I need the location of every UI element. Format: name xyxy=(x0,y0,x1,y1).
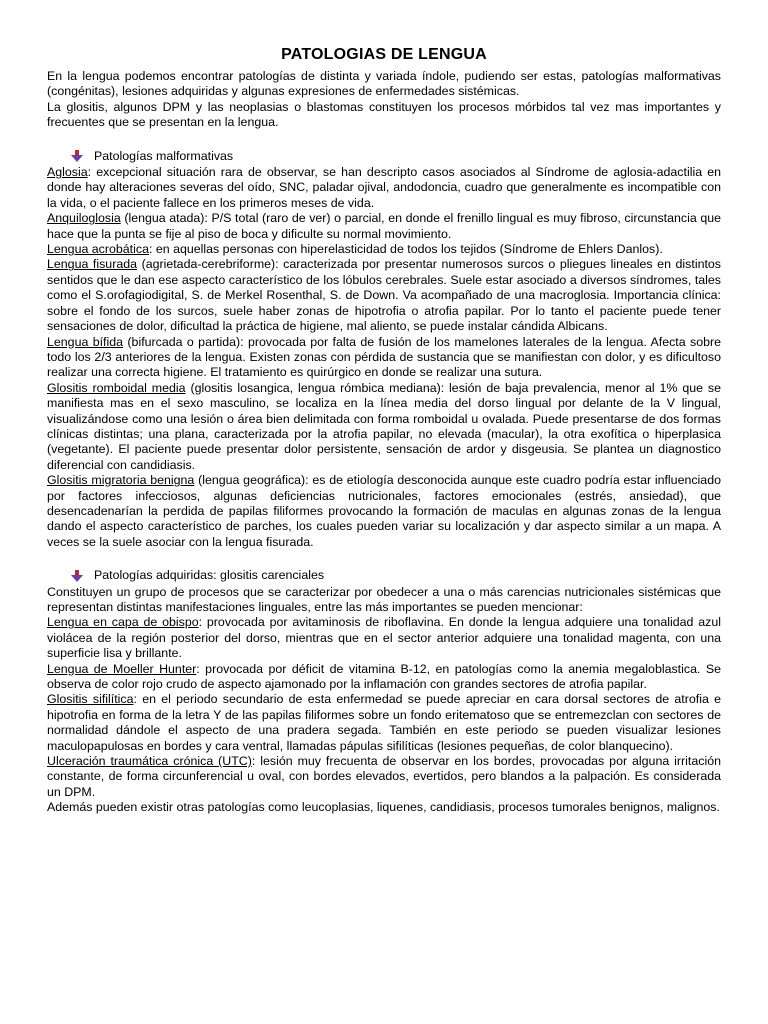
term: Glositis romboidal media xyxy=(47,380,186,395)
definition-glositis-migratoria xyxy=(47,473,721,550)
spacer xyxy=(47,131,721,149)
definition-text: (glositis losangica, lengua rómbica mediana): lesión de baja prevalencia, menor al 1% que se manifiesta mas en el sexo masculino, se localiza en la línea media del dorso lingual por delante de la V lingual, visualizándose como una lesión o área bien delimitada con forma romboidal u ovalada. Puede presentarse de dos formas clínicas distintas; una plana, caracterizada por la atrofia papilar, no elevada (macular), la otra exofítica o hiperplasica (vegetante). El paciente puede presentar dolor persistente, sensación de ardor y disgeusia. Se plantea un diagnostico diferencial con candidiasis. xyxy=(47,380,721,472)
definition-text: (agrietada-cerebriforme): caracterizada por presentar numerosos surcos o pliegues lineales en distintos sentidos que le dan ese aspecto característico de los lóbulos cerebrales. Suele estar asociado a diversos síndromes, tales como el S.orofagiodigital, S. de Merkel Rosenthal, S. de Down. Va acompañado de una macroglosia. Importancia clínica: sobre el fondo de los surcos, suele haber zonas de hipotrofia o atrofia papilar. Por lo tanto el paciente puede tener sensaciones de dolor, dificultad la práctica de higiene, mal aliento, se puede instalar cándida Albicans. xyxy=(47,257,721,334)
arrow-down-bullet-icon xyxy=(71,150,83,162)
term: Lengua de Moeller Hunter xyxy=(47,661,197,676)
term: Aglosia xyxy=(47,165,88,180)
definition-lengua-acrobatica xyxy=(47,242,721,257)
definition-text: : lesión muy frecuenta de observar en los bordes, provocadas por alguna irritación constante, de forma circunferencial u oval, con bordes elevados, evertidos, pero blandos a la palpación. Es considerada un DPM. xyxy=(47,754,721,799)
term: Lengua en capa de obispo xyxy=(47,615,199,630)
section-heading-label: Patologías adquiridas: glositis carenciales xyxy=(94,568,325,583)
definition-lengua-bifida xyxy=(47,335,721,381)
definition-text: (lengua geográfica): es de etiología desconocida aunque este cuadro podría estar influenciado por factores infecciosos, algunas deficiencias nutricionales, factores emocionales (estrés, ansiedad), que desencadenarían la perdida de papilas filiformes provocando la formación de maculas en algunas zonas de la lengua dando el aspecto característico de parches, los cuales pueden variar su localización y dar aspecto similar a un mapa. A veces se la suele asociar con la lengua fisurada. xyxy=(47,473,721,549)
definition-text: : excepcional situación rara de observar, se han descripto casos asociados al Síndrome de aglosia-adactilia en donde hay alteraciones severas del oído, SNC, paladar ojival, andodoncia, cuadro que generalmente es incompatible con la vida, o el paciente fallece en los primeros meses de vida. xyxy=(47,165,721,210)
definition-moeller-hunter xyxy=(47,662,721,693)
definition-glositis-romboidal xyxy=(47,381,721,473)
spacer xyxy=(47,550,721,568)
definition-text: : provocada por déficit de vitamina B-12, en patologías como la anemia megaloblastica. Se observa de color rojo crudo de aspecto ajamonado por la inflamación con grandes sectores de atrofia papilar. xyxy=(47,661,721,692)
definition-text: (bifurcada o partida): provocada por falta de fusión de los mamelones laterales de la lengua. Afecta sobre todo los 2/3 anteriores de la lengua. Existen zonas con pérdida de sustancia que se manifiestan con dolor, y es dificultoso realizar una correcta higiene. El tratamiento es quirúrgico en donde se realizar una sutura. xyxy=(47,334,721,380)
intro-paragraph: En la lengua podemos encontrar patologías de distinta y variada índole, pudiendo ser estas, patologías malformativas (congénitas), lesiones adquiridas y algunas expresiones de enfermedades sistémicas. xyxy=(47,69,721,99)
definition-text: : en aquellas personas con hiperelasticidad de todos los tejidos (Síndrome de Ehlers Danlos). xyxy=(148,242,663,257)
section-heading-malformativas xyxy=(71,149,721,164)
closing-paragraph: Además pueden existir otras patologías como leucoplasias, liquenes, candidiasis, procesos tumorales benignos, malignos. xyxy=(47,800,720,815)
definition-lengua-fisurada xyxy=(47,257,721,334)
definition-glositis-sifilitica xyxy=(47,692,721,754)
term: Lengua acrobática xyxy=(47,242,149,257)
definition-text: : en el periodo secundario de esta enfermedad se puede apreciar en cara dorsal sectores de atrofia e hipotrofia en forma de la letra Y de las papilas filiformes sobre un fondo eritematoso que se entremezclan con sectores de normalidad dándole el aspecto de una pradera segada. También en este periodo se pueden visualizar lesiones maculopapulosas en bordes y cara ventral, llamadas pápulas sifilíticas (lesiones pequeñas, de color blanquecino). xyxy=(47,692,721,753)
definition-text: (lengua atada): P/S total (raro de ver) o parcial, en donde el frenillo lingual es muy fibroso, circunstancia que hace que la punta se fije al piso de boca y dificulte su normal movimiento. xyxy=(47,211,721,241)
term: Anquiloglosia xyxy=(47,211,121,226)
definition-aglosia xyxy=(47,165,721,211)
section-heading-adquiridas xyxy=(71,568,721,583)
term: Glositis migratoria benigna xyxy=(47,473,195,488)
definition-anquiloglosia xyxy=(47,211,721,242)
term: Ulceración traumática crónica (UTC) xyxy=(47,754,252,769)
definition-text: : provocada por avitaminosis de riboflavina. En donde la lengua adquiere una tonalidad azul violácea de la región posterior del dorso, mientras que en el sector anterior adquiere una tonalidad magenta, con una superficie lisa y brillante. xyxy=(47,615,721,661)
section-intro-paragraph: Constituyen un grupo de procesos que se caracterizar por obedecer a una o más carencias nutricionales sistémicas que representan distintas manifestaciones linguales, entre las más importantes se pueden mencionar: xyxy=(47,584,721,614)
definition-capa-de-obispo xyxy=(47,615,721,661)
definition-utc xyxy=(47,754,721,800)
arrow-down-bullet-icon xyxy=(71,570,83,582)
term: Glositis sifilítica xyxy=(47,692,134,707)
term: Lengua bífida xyxy=(47,334,124,349)
intro-paragraph: La glositis, algunos DPM y las neoplasias o blastomas constituyen los procesos mórbidos tal vez mas importantes y frecuentes que se presentan en la lengua. xyxy=(47,99,721,130)
term: Lengua fisurada xyxy=(47,257,137,272)
document-title: PATOLOGIAS DE LENGUA xyxy=(281,46,487,63)
section-heading-label: Patologías malformativas xyxy=(94,148,234,163)
